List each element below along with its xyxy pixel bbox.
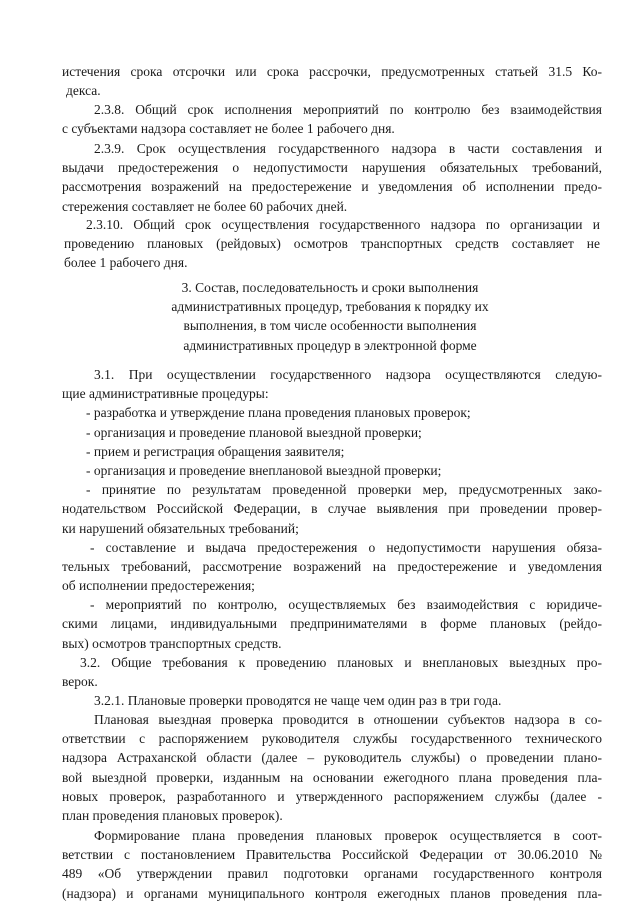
text-line: ки нарушений обязательных требований; (62, 520, 299, 536)
text-line: Плановая выездная проверка проводится в отношении субъектов надзора в со- (94, 712, 602, 727)
text-line: 2.3.9. Срок осуществления государственного надзора в части составления и (94, 141, 602, 156)
text-line: 3.2.1. Плановые проверки проводятся не чаще чем один раз в три года. (94, 693, 502, 708)
list-item: - организация и проведение плановой выездной проверки; (86, 424, 422, 440)
text-line: верок. (62, 674, 98, 690)
text-line: вой выездной проверки, изданным на основании ежегодного плана проведения пла- (62, 769, 602, 785)
text-line: надзора Астраханской области (далее – руководитель службы) о проведении плано- (62, 750, 602, 766)
heading-line: 3. Состав, последовательность и сроки выполнения (181, 280, 479, 295)
text-line: с субъектами надзора составляет не более 1 рабочего дня. (62, 121, 395, 137)
paragraph-plan-formation (62, 826, 602, 903)
section-3-heading (140, 278, 520, 355)
list-item: - разработка и утверждение плана проведения плановых проверок; (86, 405, 471, 421)
text-line: (надзора) и органами муниципального контроля ежегодных планов проведения пла- (62, 885, 602, 901)
text-line: вых) осмотров транспортных средств. (62, 635, 282, 651)
paragraph-3-1-procedures (62, 365, 602, 653)
paragraph-3-2 (62, 653, 602, 691)
text-line: стережения составляет не более 60 рабочих дней. (62, 198, 348, 214)
list-item: - организация и проведение внеплановой выездной проверки; (86, 462, 442, 478)
heading-line: административных процедур в электронной форме (183, 337, 477, 353)
list-item: - мероприятий по контролю, осуществляемых без взаимодействия с юридиче- (90, 597, 602, 613)
text-line: об исполнении предостережения; (62, 578, 255, 594)
text-line: 3.1. При осуществлении государственного надзора осуществляются следую- (94, 367, 602, 382)
text-line: истечения срока отсрочки или срока рассрочки, предусмотренных статьей 31.5 Ко- (62, 64, 602, 79)
text-line: новых проверок, разработанного и утвержденного распоряжением службы (далее - (62, 788, 602, 804)
paragraph-2-3-9 (62, 139, 602, 216)
list-item: - прием и регистрация обращения заявителя; (86, 443, 345, 459)
text-line: щие административные процедуры: (62, 386, 269, 402)
text-line: скими лицами, индивидуальными предпринимателями в форме плановых (рейдо- (62, 616, 602, 632)
text-line: рассмотрения возражений на предостережение и уведомления об исполнении предо- (62, 179, 602, 195)
paragraph-2-3-8 (62, 100, 602, 138)
list-item: - принятие по результатам проведенной проверки мер, предусмотренных зако- (86, 482, 602, 498)
text-line: тельных требований, рассмотрение возражений на предостережение и уведомления (62, 558, 602, 574)
paragraph-2-3-10 (64, 215, 600, 273)
paragraph-3-2-1 (62, 691, 602, 710)
text-line: план проведения плановых проверок). (62, 807, 283, 823)
list-item: - составление и выдача предостережения о недопустимости нарушения обяза- (90, 539, 602, 555)
heading-line: административных процедур, требования к порядку их (171, 299, 489, 315)
text-line: 2.3.8. Общий срок исполнения мероприятий по контролю без взаимодействия (94, 102, 602, 117)
text-line: ветствии с постановлением Правительства Российской Федерации от 30.06.2010 № (62, 847, 602, 863)
text-line: 3.2. Общие требования к проведению плановых и внеплановых выездных про- (80, 655, 602, 670)
text-line: ответствии с распоряжением руководителя службы государственного технического (62, 731, 602, 747)
text-line: декса. (66, 83, 101, 99)
text-line: более 1 рабочего дня. (64, 255, 188, 271)
paragraph-deferment-end (62, 62, 602, 100)
text-line: проведению плановых (рейдовых) осмотров транспортных средств составляет не (64, 236, 600, 252)
text-line: 489 «Об утверждении правил подготовки органами государственного контроля (62, 866, 602, 882)
text-line: выдачи предостережения о недопустимости нарушения обязательных требований, (62, 160, 602, 176)
text-line: Формирование плана проведения плановых проверок осуществляется в соот- (94, 828, 602, 843)
heading-line: выполнения, в том числе особенности выполнения (183, 318, 477, 334)
text-line: нодательством Российской Федерации, в случае выявления при проведении провер- (62, 501, 602, 517)
text-line: 2.3.10. Общий срок осуществления государственного надзора по организации и (86, 217, 600, 232)
paragraph-planned-inspection (62, 710, 602, 825)
